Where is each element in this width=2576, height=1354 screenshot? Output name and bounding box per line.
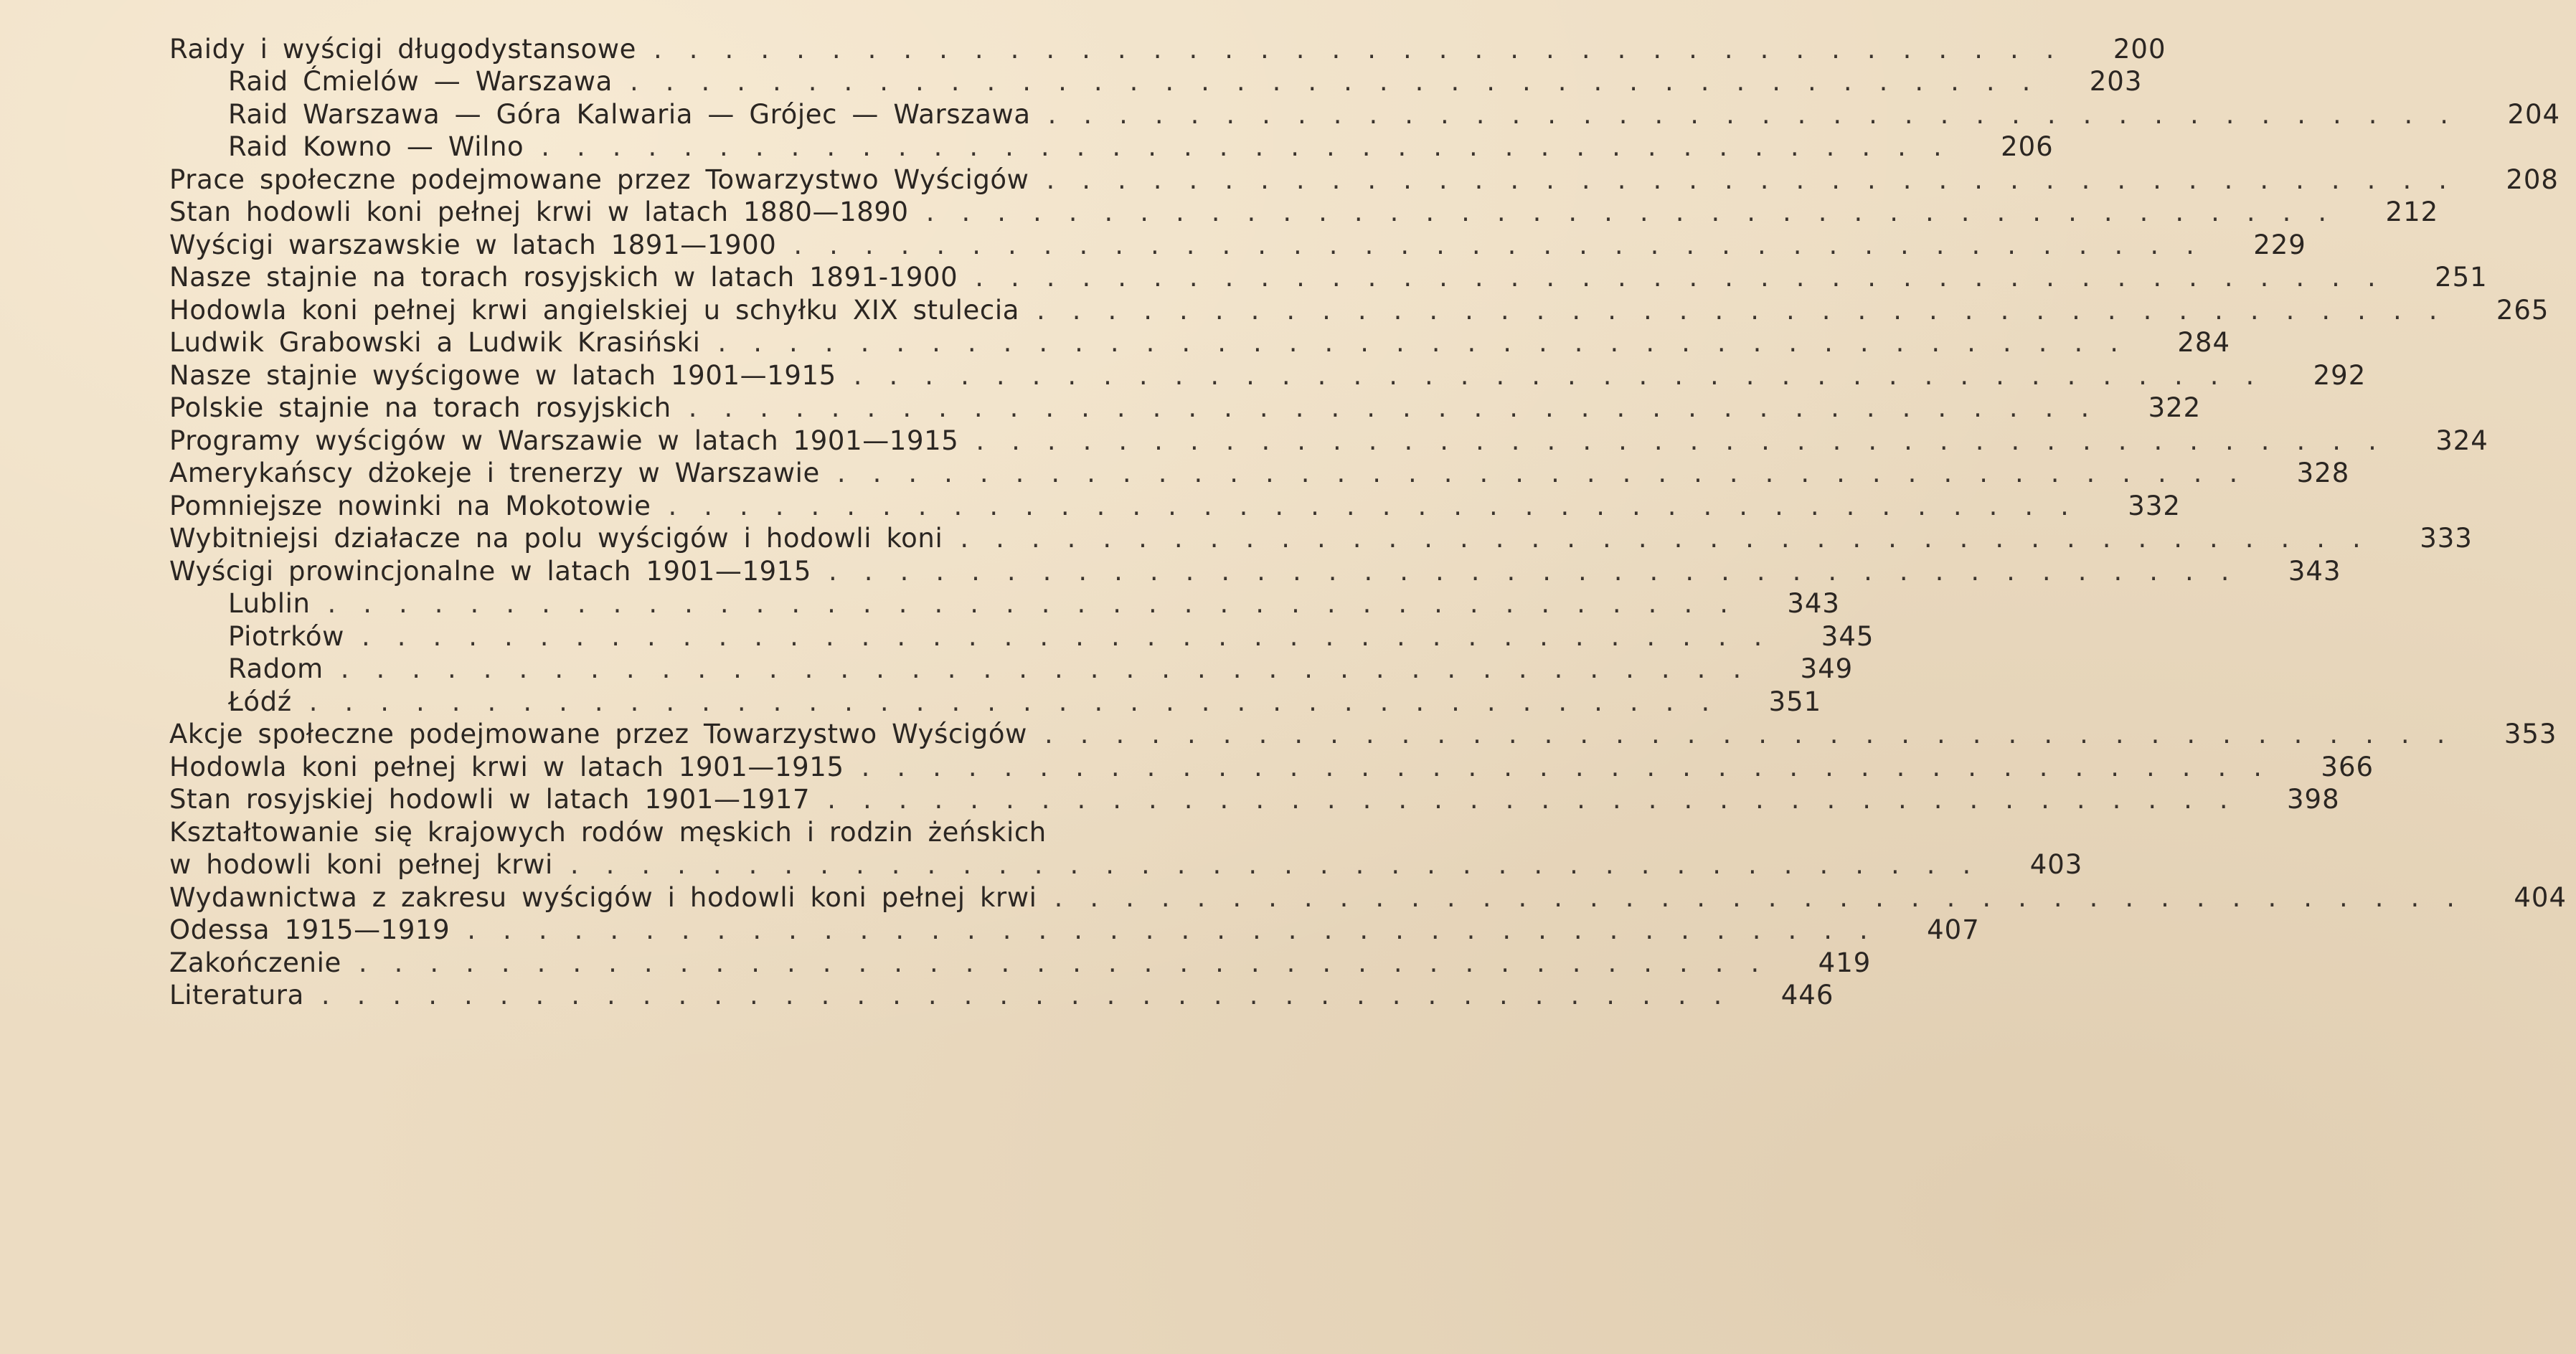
- dot-leader: ........................................: [308, 686, 1737, 717]
- toc-entry-page-number: 332: [2128, 490, 2181, 521]
- toc-entry-page-number: 446: [1780, 980, 1834, 1010]
- toc-entry-title: Stan hodowli koni pełnej krwi w latach 1880—1890: [169, 197, 909, 227]
- toc-entry: [169, 946, 1872, 979]
- toc-entry-title: Wydawnictwa z zakresu wyścigów i hodowli koni pełnej krwi: [169, 881, 1037, 913]
- toc-entry-title: Nasze stajnie na torach rosyjskich w latach 1891-1900: [169, 262, 958, 293]
- toc-entry: [169, 554, 2341, 587]
- toc-entry-title: Kształtowanie się krajowych rodów męskich i rodzin żeńskich: [169, 816, 1047, 848]
- dot-leader: ........................................: [976, 425, 2404, 456]
- toc-entry: [169, 196, 2439, 229]
- toc-entry-title: Radom: [228, 653, 324, 684]
- toc-entry: [169, 293, 2549, 326]
- toc-entry-title: Nasze stajnie wyścigowe w latach 1901—1915: [169, 359, 836, 391]
- dot-leader: ........................................: [853, 359, 2282, 391]
- toc-entry-title: Łódź: [228, 686, 292, 717]
- dot-leader: ........................................: [829, 555, 2257, 587]
- toc-entry: [169, 359, 2367, 392]
- toc-entry: [169, 718, 2557, 751]
- dot-leader: ........................................: [340, 653, 1769, 684]
- toc-entry-page-number: 343: [2288, 555, 2341, 587]
- toc-entry-title: Wybitniejsi działacze na polu wyścigów i hodowli koni: [169, 523, 943, 554]
- toc-entry-title: Zakończenie: [169, 947, 341, 978]
- toc-entry-page-number: 345: [1821, 620, 1874, 652]
- toc-entry-page-number: 403: [2029, 849, 2083, 880]
- toc-entry-title: Pomniejsze nowinki na Mokotowie: [169, 490, 651, 521]
- toc-entry-page-number: 284: [2177, 327, 2230, 358]
- toc-entry: [169, 326, 2230, 359]
- toc-entry-page-number: 204: [2507, 98, 2561, 130]
- dot-leader: ........................................: [861, 751, 2290, 782]
- toc-entry-page-number: 328: [2296, 458, 2350, 488]
- toc-entry-page-number: 212: [2385, 197, 2439, 227]
- toc-entry-title: Wyścigi prowincjonalne w latach 1901—1915: [169, 555, 812, 587]
- toc-entry: [169, 881, 2567, 914]
- toc-entry-page-number: 200: [2113, 33, 2166, 65]
- toc-entry-title: Raid Warszawa — Góra Kalwaria — Grójec — Warszawa: [228, 98, 1031, 130]
- toc-entry-page-number: 324: [2435, 425, 2488, 456]
- dot-leader: ........................................: [361, 620, 1790, 652]
- dot-leader: ........................................: [1044, 719, 2473, 749]
- toc-entry: [169, 98, 2561, 131]
- toc-entry-page-number: 398: [2287, 784, 2340, 815]
- dot-leader: ........................................: [793, 229, 2222, 260]
- toc-entry: [169, 783, 2340, 816]
- dot-leader: ........................................: [1037, 294, 2465, 326]
- dot-leader: ........................................: [327, 588, 1755, 619]
- toc-entry-title: Raid Kowno — Wilno: [228, 131, 524, 162]
- toc-entry: [169, 620, 1874, 653]
- toc-entry: [169, 750, 2374, 783]
- toc-entry: [169, 392, 2202, 425]
- toc-entry-page-number: 353: [2504, 719, 2557, 749]
- dot-leader: ........................................: [717, 327, 2146, 358]
- table-of-contents: [169, 32, 2567, 1011]
- toc-entry-page-number: 208: [2506, 164, 2559, 195]
- dot-leader: ........................................: [321, 980, 1750, 1010]
- dot-leader: ........................................: [358, 947, 1787, 978]
- toc-entry-page-number: 206: [2001, 131, 2054, 162]
- toc-entry-title: Prace społeczne podejmowane przez Towarzystwo Wyścigów: [169, 164, 1029, 195]
- dot-leader: ........................................: [467, 914, 1895, 945]
- toc-entry-title: Raidy i wyścigi długodystansowe: [169, 33, 637, 65]
- dot-leader: ........................................: [668, 490, 2096, 521]
- dot-leader: ........................................: [1047, 98, 2476, 130]
- toc-entry-page-number: 407: [1927, 914, 1980, 945]
- dot-leader: ........................................: [827, 784, 2255, 815]
- dot-leader: ........................................: [836, 458, 2265, 488]
- toc-entry: [169, 131, 2054, 164]
- toc-entry-page-number: 404: [2514, 881, 2567, 913]
- toc-entry-title: Wyścigi warszawskie w latach 1891—1900: [169, 229, 777, 260]
- toc-entry: [169, 685, 1822, 718]
- dot-leader: ........................................: [688, 392, 2117, 423]
- toc-entry-page-number: 333: [2420, 523, 2473, 554]
- toc-entry: [169, 587, 1840, 620]
- dot-leader: ........................................: [1054, 881, 2483, 913]
- toc-entry: [169, 163, 2559, 196]
- toc-entry-page-number: 343: [1787, 588, 1840, 619]
- dot-leader: ........................................: [541, 131, 1969, 162]
- toc-entry-page-number: 351: [1768, 686, 1822, 717]
- toc-entry-title: Hodowla koni pełnej krwi angielskiej u schyłku XIX stulecia: [169, 294, 1020, 326]
- dot-leader: ........................................: [925, 197, 2354, 227]
- toc-entry: [169, 653, 1854, 686]
- toc-entry: [169, 261, 2488, 294]
- toc-entry: [169, 228, 2306, 261]
- toc-entry-title: Literatura: [169, 980, 304, 1010]
- dot-leader: ........................................: [629, 66, 2058, 97]
- toc-entry-title: Stan rosyjskiej hodowli w latach 1901—1917: [169, 784, 811, 815]
- toc-entry-title: Raid Ćmielów — Warszawa: [228, 66, 613, 97]
- toc-entry-page-number: 349: [1800, 653, 1854, 684]
- toc-entry: [169, 65, 2143, 98]
- toc-entry-title: Lublin: [228, 588, 311, 619]
- toc-entry: [169, 979, 1834, 1012]
- toc-entry-title: Polskie stajnie na torach rosyjskich: [169, 392, 671, 423]
- dot-leader: ........................................: [960, 523, 2388, 554]
- toc-entry-title: Odessa 1915—1919: [169, 914, 450, 945]
- dot-leader: ........................................: [975, 262, 2403, 293]
- toc-entry-title-continuation: w hodowli koni pełnej krwi: [169, 849, 553, 880]
- toc-entry: [169, 815, 1260, 848]
- toc-entry-page-number: 265: [2496, 294, 2549, 326]
- toc-entry-page-number: 292: [2313, 359, 2367, 391]
- toc-entry-title: Piotrków: [228, 620, 344, 652]
- toc-entry-page-number: 322: [2148, 392, 2202, 423]
- toc-entry: [169, 457, 2350, 490]
- toc-entry: [169, 914, 1980, 947]
- dot-leader: ........................................: [1046, 164, 2474, 195]
- toc-entry-title: Programy wyścigów w Warszawie w latach 1901—1915: [169, 425, 959, 456]
- toc-entry-page-number: 251: [2435, 262, 2488, 293]
- toc-entry-title: Amerykańscy dżokeje i trenerzy w Warszawie: [169, 458, 820, 488]
- toc-entry-page-number: 203: [2089, 66, 2143, 97]
- toc-entry: [169, 489, 2181, 522]
- toc-entry-page-number: 366: [2321, 751, 2374, 782]
- toc-entry-continuation: [169, 848, 2083, 881]
- toc-entry-page-number: 229: [2253, 229, 2306, 260]
- dot-leader: ........................................: [654, 33, 2082, 65]
- toc-entry-title: Hodowla koni pełnej krwi w latach 1901—1915: [169, 751, 844, 782]
- toc-entry-title: Ludwik Grabowski a Ludwik Krasiński: [169, 327, 701, 358]
- toc-entry: [169, 424, 2488, 457]
- toc-entry-page-number: 419: [1818, 947, 1872, 978]
- toc-entry-title: Akcje społeczne podejmowane przez Towarzystwo Wyścigów: [169, 719, 1027, 749]
- dot-leader: ........................................: [570, 849, 1999, 880]
- toc-entry: [169, 522, 2473, 555]
- toc-entry: [169, 32, 2166, 65]
